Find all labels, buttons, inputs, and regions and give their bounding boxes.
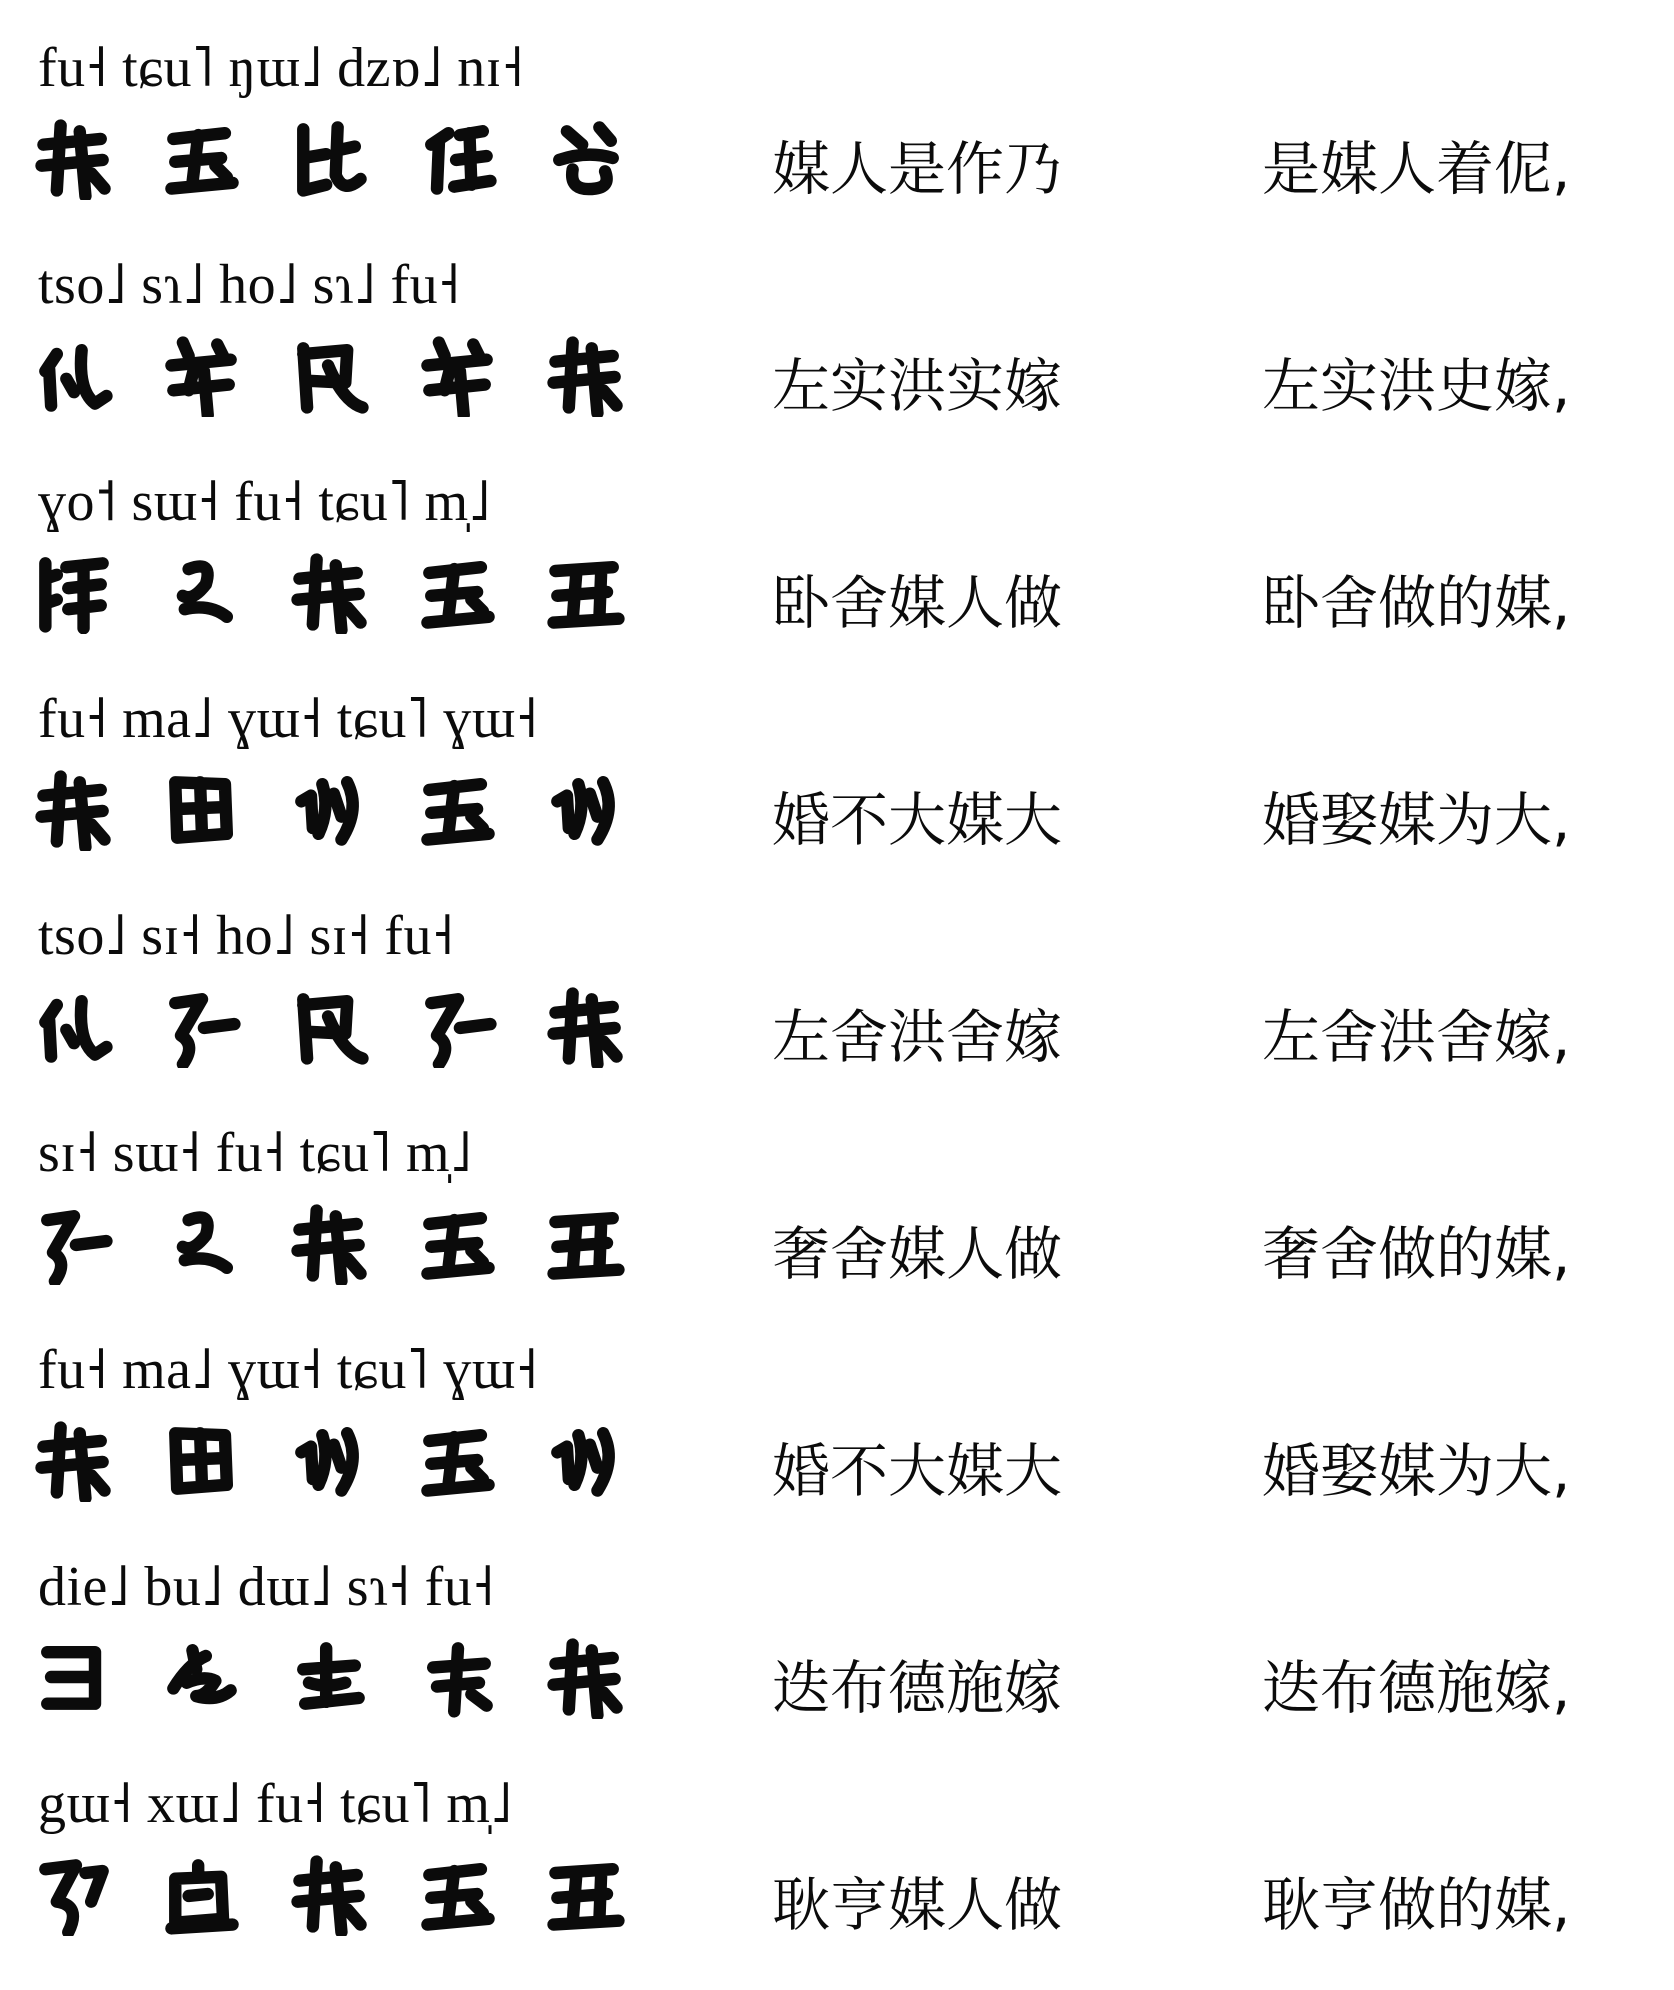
- free-translation: 左实洪史嫁,: [1262, 352, 1571, 420]
- script-glyph-icon: [288, 550, 372, 634]
- song-line: [0, 687, 1674, 905]
- script-glyph-icon: [32, 550, 116, 634]
- song-line: [0, 1338, 1674, 1556]
- script-glyph-icon: [160, 116, 244, 200]
- literal-translation: 媒人是作乃: [772, 135, 1063, 203]
- handwritten-script: [32, 1193, 672, 1293]
- literal-translation: 左实洪实嫁: [772, 352, 1063, 420]
- ipa-transcription: sɪ˧ sɯ˧ fu˧ tɕu˥ m̩˩: [38, 1122, 473, 1184]
- script-glyph-icon: [160, 984, 244, 1068]
- script-glyph-icon: [544, 1418, 628, 1502]
- script-glyph-icon: [288, 984, 372, 1068]
- literal-translation: 耿亨媒人做: [772, 1871, 1063, 1939]
- ipa-transcription: gɯ˧ xɯ˩ fu˧ tɕu˥ m̩˩: [38, 1773, 513, 1835]
- script-glyph-icon: [416, 1635, 500, 1719]
- script-glyph-icon: [160, 1418, 244, 1502]
- script-glyph-icon: [288, 1635, 372, 1719]
- song-line: [0, 1121, 1674, 1339]
- script-glyph-icon: [416, 984, 500, 1068]
- script-glyph-icon: [416, 116, 500, 200]
- literal-translation: 左舍洪舍嫁: [772, 1003, 1063, 1071]
- script-glyph-icon: [160, 767, 244, 851]
- song-line: [0, 470, 1674, 688]
- literal-translation: 迭布德施嫁: [772, 1654, 1063, 1722]
- ipa-transcription: tso˩ sɪ˧ ho˩ sɪ˧ fu˧: [38, 905, 454, 967]
- script-glyph-icon: [160, 550, 244, 634]
- song-line: [0, 904, 1674, 1122]
- literal-translation: 婚不大媒大: [772, 786, 1063, 854]
- script-glyph-icon: [32, 1418, 116, 1502]
- literal-translation: 婚不大媒大: [772, 1437, 1063, 1505]
- script-glyph-icon: [160, 1635, 244, 1719]
- free-translation: 耿亨做的媒,: [1262, 1871, 1571, 1939]
- script-glyph-icon: [32, 116, 116, 200]
- script-glyph-icon: [544, 767, 628, 851]
- handwritten-script: [32, 325, 672, 425]
- script-glyph-icon: [544, 333, 628, 417]
- handwritten-script: [32, 1844, 672, 1944]
- script-glyph-icon: [288, 1418, 372, 1502]
- script-glyph-icon: [32, 1201, 116, 1285]
- free-translation: 婚娶媒为大,: [1262, 1437, 1571, 1505]
- script-glyph-icon: [544, 1201, 628, 1285]
- handwritten-script: [32, 759, 672, 859]
- ipa-transcription: ɣo˦ sɯ˧ fu˧ tɕu˥ m̩˩: [38, 471, 491, 533]
- script-glyph-icon: [288, 1852, 372, 1936]
- song-line: [0, 1555, 1674, 1773]
- free-translation: 是媒人着伲,: [1262, 135, 1571, 203]
- song-line: [0, 253, 1674, 471]
- script-glyph-icon: [288, 767, 372, 851]
- handwritten-script: [32, 542, 672, 642]
- script-glyph-icon: [416, 550, 500, 634]
- script-glyph-icon: [416, 1201, 500, 1285]
- ipa-transcription: fu˧ ma˩ ɣɯ˧ tɕu˥ ɣɯ˧: [38, 1339, 538, 1401]
- script-glyph-icon: [544, 1852, 628, 1936]
- script-glyph-icon: [288, 1201, 372, 1285]
- ipa-transcription: fu˧ ma˩ ɣɯ˧ tɕu˥ ɣɯ˧: [38, 688, 538, 750]
- script-glyph-icon: [32, 333, 116, 417]
- script-glyph-icon: [160, 1852, 244, 1936]
- script-glyph-icon: [416, 1418, 500, 1502]
- free-translation: 卧舍做的媒,: [1262, 569, 1571, 637]
- free-translation: 左舍洪舍嫁,: [1262, 1003, 1571, 1071]
- script-glyph-icon: [32, 767, 116, 851]
- script-glyph-icon: [544, 1635, 628, 1719]
- handwritten-script: [32, 108, 672, 208]
- free-translation: 奢舍做的媒,: [1262, 1220, 1571, 1288]
- free-translation: 迭布德施嫁,: [1262, 1654, 1571, 1722]
- handwritten-script: [32, 1627, 672, 1727]
- script-glyph-icon: [32, 1852, 116, 1936]
- script-glyph-icon: [416, 1852, 500, 1936]
- ipa-transcription: die˩ bu˩ dɯ˩ sɿ˧ fu˧: [38, 1556, 495, 1618]
- ipa-transcription: fu˧ tɕu˥ ŋɯ˩ dzɒ˩ nɪ˧: [38, 37, 524, 99]
- handwritten-script: [32, 976, 672, 1076]
- song-line: [0, 1772, 1674, 1990]
- script-glyph-icon: [288, 333, 372, 417]
- script-glyph-icon: [160, 1201, 244, 1285]
- script-glyph-icon: [32, 1635, 116, 1719]
- script-glyph-icon: [544, 116, 628, 200]
- song-line: [0, 36, 1674, 254]
- ipa-transcription: tso˩ sɿ˩ ho˩ sɿ˩ fu˧: [38, 254, 461, 316]
- free-translation: 婚娶媒为大,: [1262, 786, 1571, 854]
- handwritten-script: [32, 1410, 672, 1510]
- script-glyph-icon: [160, 333, 244, 417]
- script-glyph-icon: [544, 984, 628, 1068]
- script-glyph-icon: [416, 333, 500, 417]
- script-glyph-icon: [288, 116, 372, 200]
- script-glyph-icon: [544, 550, 628, 634]
- script-glyph-icon: [416, 767, 500, 851]
- script-glyph-icon: [32, 984, 116, 1068]
- literal-translation: 卧舍媒人做: [772, 569, 1063, 637]
- literal-translation: 奢舍媒人做: [772, 1220, 1063, 1288]
